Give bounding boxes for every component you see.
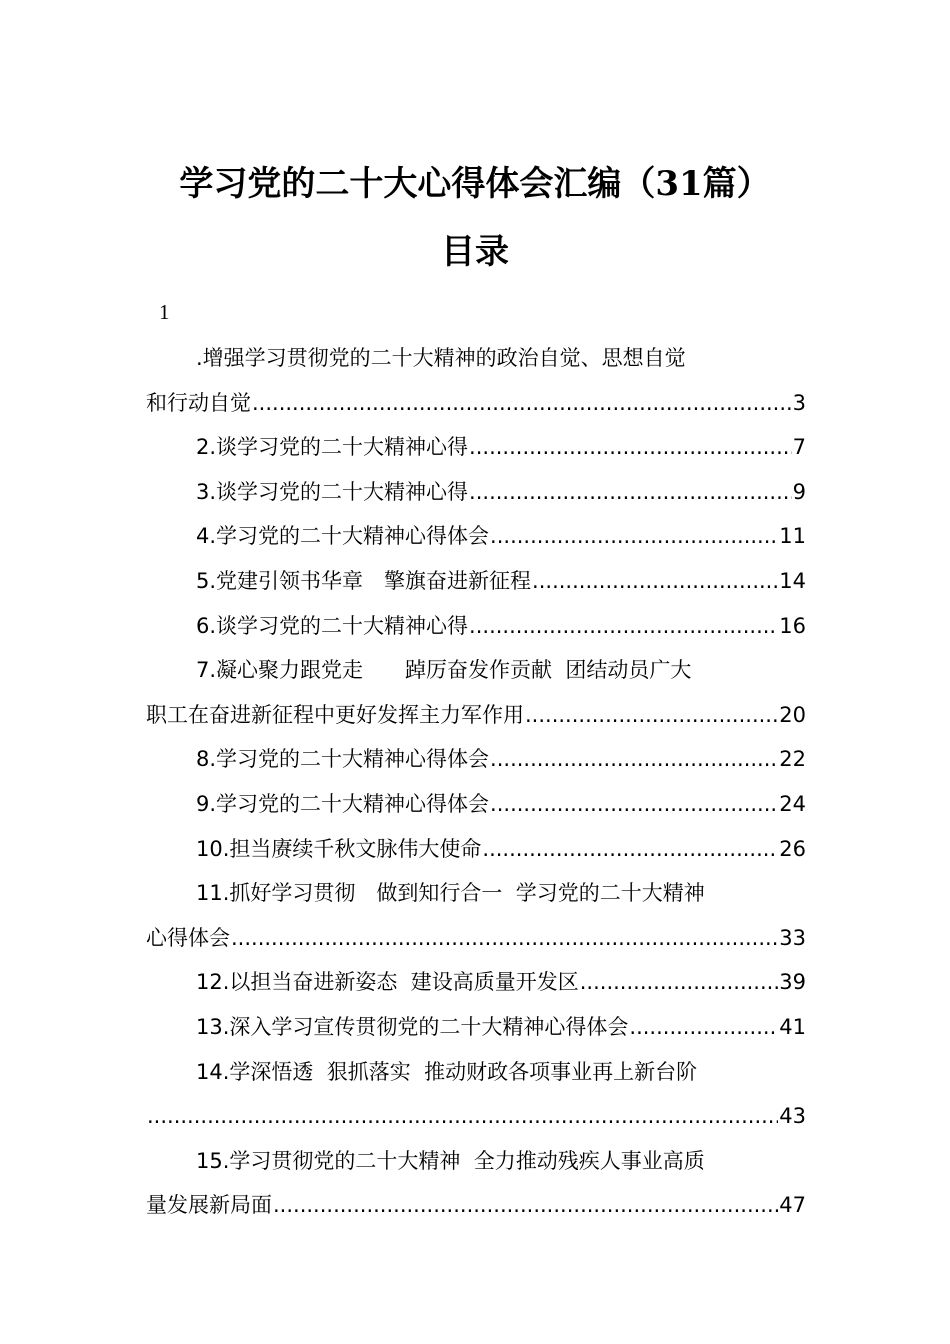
toc-page-number: 16: [779, 613, 806, 638]
toc-dot-leader: [252, 381, 792, 426]
toc-entry[interactable]: [146, 336, 806, 425]
toc-entry-line: [146, 916, 806, 961]
toc-entry-title: 2.谈学习党的二十大精神心得: [196, 435, 469, 460]
toc-entry[interactable]: [146, 514, 806, 559]
toc-page-number: 39: [779, 970, 806, 995]
toc-entry[interactable]: [146, 648, 806, 737]
toc-page-number: 11: [779, 524, 806, 549]
toc-entry[interactable]: [146, 1139, 806, 1228]
toc-entry-title: 12.以担当奋进新姿态 建设高质量开发区: [196, 970, 579, 995]
toc-entry-line: [146, 604, 806, 649]
toc-entry-title: 3.谈学习党的二十大精神心得: [196, 479, 469, 504]
toc-entry-line: [146, 1183, 806, 1228]
toc-entry-title: .增强学习贯彻党的二十大精神的政治自觉、思想自觉: [196, 346, 686, 370]
toc-entry-line: [146, 470, 806, 515]
toc-entry-line: [146, 960, 806, 1005]
toc-entry-title: 7.凝心聚力跟党走 踔厉奋发作贡献 团结动员广大: [196, 658, 692, 683]
toc-entry-line: [146, 1050, 806, 1095]
toc-entry-line: [146, 336, 806, 381]
toc-dot-leader: [273, 1183, 778, 1228]
toc-entry-title: 职工在奋进新征程中更好发挥主力军作用: [146, 702, 524, 727]
toc-entry[interactable]: [146, 782, 806, 827]
toc-page-number: 20: [779, 702, 806, 727]
toc-entry[interactable]: [146, 604, 806, 649]
toc-page-number: 26: [779, 836, 806, 861]
toc-entry-line: [146, 425, 806, 470]
toc-entry-line: [146, 827, 806, 872]
toc-dot-leader: [580, 960, 779, 1005]
toc-entry-line: [146, 1094, 806, 1139]
stray-number: 1: [159, 300, 170, 324]
toc-heading: 目录: [441, 232, 509, 272]
toc-page-number: 24: [779, 791, 806, 816]
toc-entry-title: 心得体会: [146, 925, 230, 950]
toc-dot-leader: [629, 1005, 778, 1050]
toc-entry[interactable]: [146, 1005, 806, 1050]
toc-entry-title: 4.学习党的二十大精神心得体会: [196, 524, 490, 549]
toc-entry[interactable]: [146, 737, 806, 782]
toc-dot-leader: [147, 1094, 778, 1139]
toc-entry-line: [146, 514, 806, 559]
toc-dot-leader: [469, 604, 778, 649]
toc-entry[interactable]: [146, 470, 806, 515]
toc-entry[interactable]: [146, 871, 806, 960]
toc-dot-leader: [469, 425, 792, 470]
toc-dot-leader: [231, 916, 778, 961]
toc-entry-title: 13.深入学习宣传贯彻党的二十大精神心得体会: [196, 1014, 629, 1039]
toc-entry[interactable]: [146, 425, 806, 470]
document-title: 学习党的二十大心得体会汇编（31篇）: [179, 164, 771, 204]
toc-entry-line: [146, 737, 806, 782]
toc-page-number: 22: [779, 747, 806, 772]
toc-page-number: 9: [792, 479, 806, 504]
toc-entry-line: [146, 782, 806, 827]
toc-entry-title: 量发展新局面: [146, 1193, 272, 1218]
toc-entry-title: 15.学习贯彻党的二十大精神 全力推动残疾人事业高质: [196, 1148, 705, 1173]
toc-entry[interactable]: [146, 1050, 806, 1139]
toc-entry-title: 11.抓好学习贯彻 做到知行合一 学习党的二十大精神: [196, 881, 705, 906]
toc-dot-leader: [525, 693, 778, 738]
toc-dot-leader: [490, 737, 778, 782]
toc-dot-leader: [490, 514, 778, 559]
toc-entry-title: 10.担当赓续千秋文脉伟大使命: [196, 836, 482, 861]
toc-dot-leader: [469, 470, 792, 515]
toc-page-number: 33: [779, 925, 806, 950]
toc-page-number: 7: [792, 435, 806, 460]
toc-entry-title: 和行动自觉: [146, 390, 251, 415]
toc-entry[interactable]: [146, 960, 806, 1005]
toc-page-number: 14: [779, 568, 806, 593]
toc-entry-line: [146, 648, 806, 693]
toc-page-number: 3: [792, 390, 806, 415]
toc-entry-line: [146, 871, 806, 916]
toc-entry[interactable]: [146, 827, 806, 872]
toc-page-number: 47: [779, 1193, 806, 1218]
toc-dot-leader: [532, 559, 778, 604]
toc-entry-title: 14.学深悟透 狠抓落实 推动财政各项事业再上新台阶: [196, 1059, 698, 1084]
toc-dot-leader: [490, 782, 778, 827]
toc-entry-title: 8.学习党的二十大精神心得体会: [196, 747, 490, 772]
toc-entry[interactable]: [146, 559, 806, 604]
toc-entry-line: [146, 1005, 806, 1050]
toc-entry-line: [146, 381, 806, 426]
table-of-contents: [146, 336, 806, 1228]
toc-entry-line: [146, 559, 806, 604]
toc-entry-title: 5.党建引领书华章 擎旗奋进新征程: [196, 568, 532, 593]
toc-entry-title: 9.学习党的二十大精神心得体会: [196, 791, 490, 816]
toc-page-number: 43: [779, 1104, 806, 1129]
toc-dot-leader: [482, 827, 778, 872]
toc-entry-title: 6.谈学习党的二十大精神心得: [196, 613, 469, 638]
toc-entry-line: [146, 693, 806, 738]
toc-page-number: 41: [779, 1014, 806, 1039]
toc-entry-line: [146, 1139, 806, 1184]
